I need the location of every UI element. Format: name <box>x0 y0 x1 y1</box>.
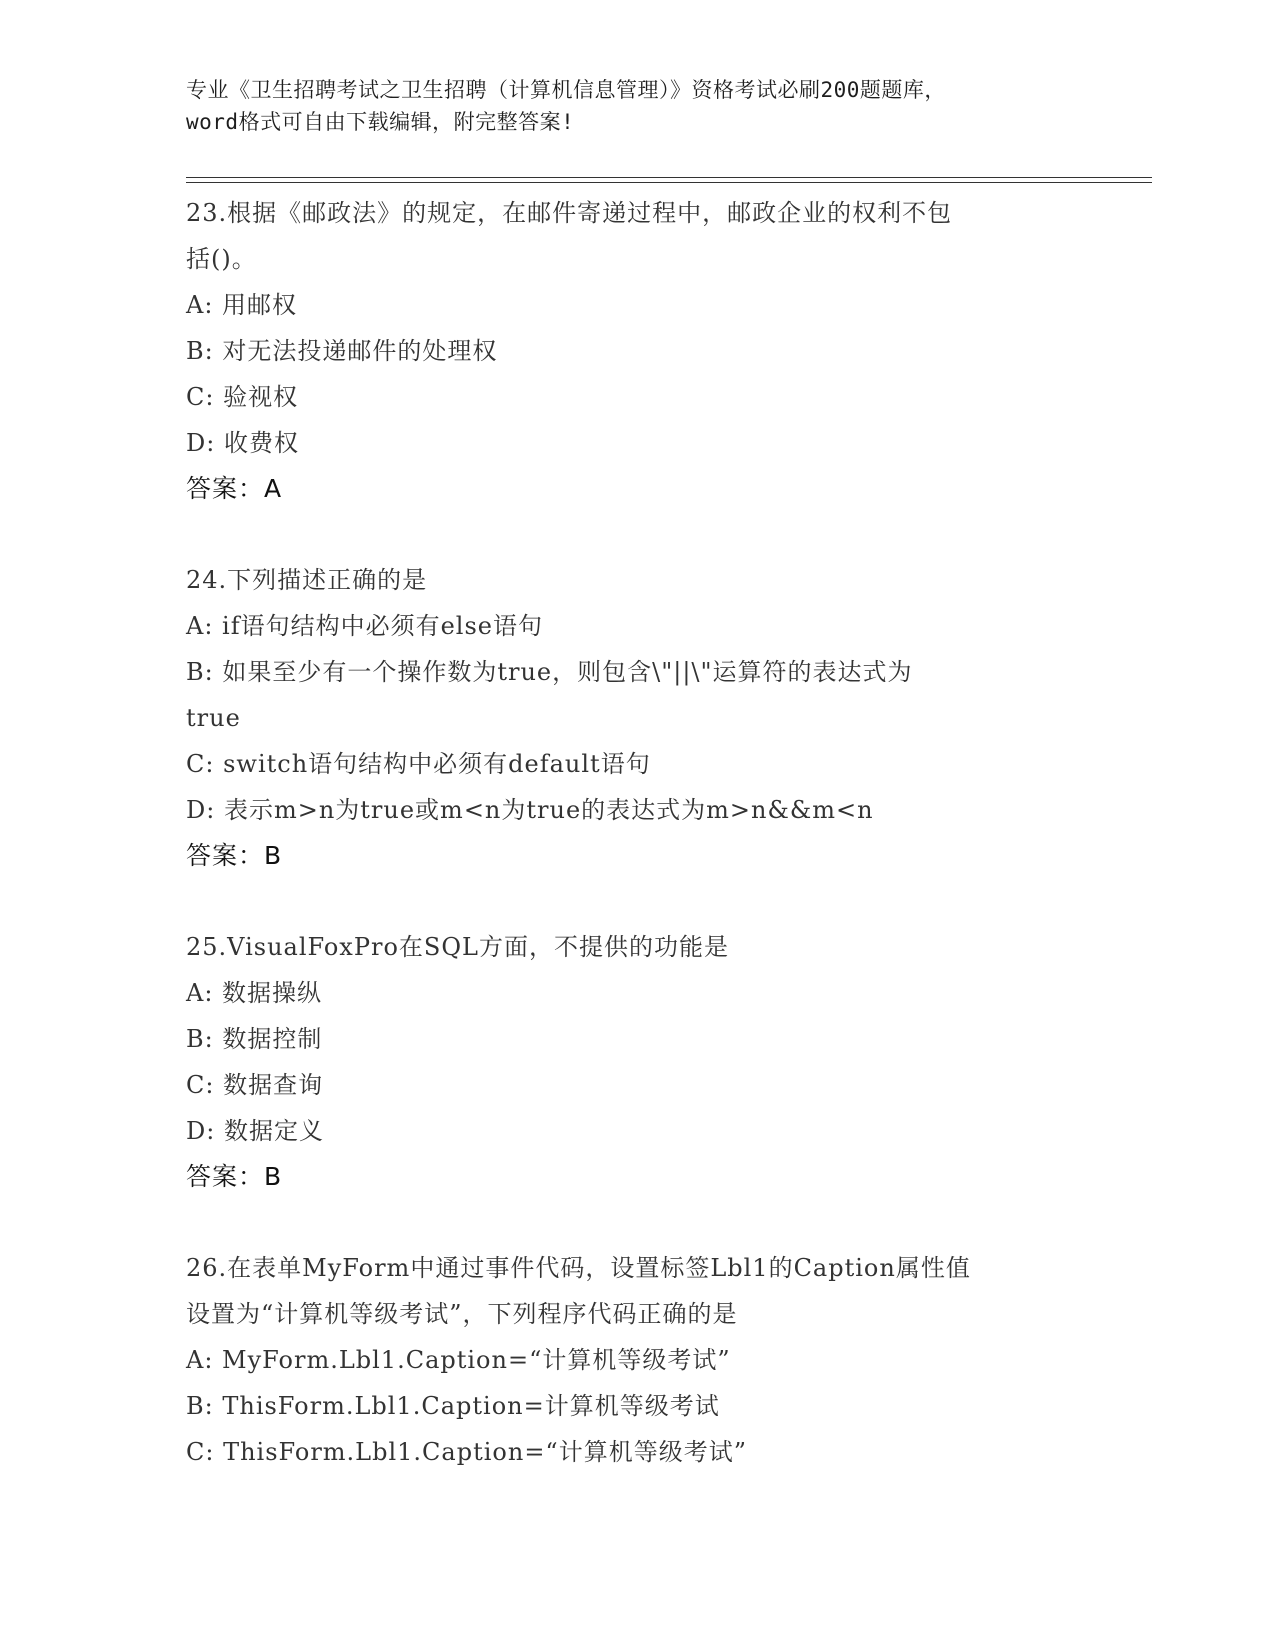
option-b: B: ThisForm.Lbl1.Caption=计算机等级考试 <box>186 1392 720 1420</box>
question-24 <box>186 557 1086 879</box>
answer-label: 答案：B <box>186 1162 283 1191</box>
option-c: C: switch语句结构中必须有default语句 <box>186 750 651 778</box>
question-list <box>186 190 1086 1475</box>
option-c: C: 验视权 <box>186 383 299 411</box>
question-stem: 23.根据《邮政法》的规定，在邮件寄递过程中，邮政企业的权利不包 <box>186 199 953 227</box>
document-header <box>186 74 1066 138</box>
answer-label: 答案：B <box>186 841 283 870</box>
option-b: B: 对无法投递邮件的处理权 <box>186 337 498 365</box>
question-spacer <box>186 512 1086 557</box>
question-stem: 24.下列描述正确的是 <box>186 566 428 594</box>
question-stem: 括()。 <box>186 245 257 273</box>
header-line-2: word格式可自由下载编辑，附完整答案! <box>186 110 575 134</box>
question-spacer <box>186 1200 1086 1245</box>
option-d: D: 数据定义 <box>186 1117 324 1145</box>
question-25 <box>186 924 1086 1200</box>
question-stem: 26.在表单MyForm中通过事件代码，设置标签Lbl1的Caption属性值 <box>186 1254 971 1282</box>
option-b-continued: true <box>186 704 241 732</box>
header-line-1: 专业《卫生招聘考试之卫生招聘（计算机信息管理）》资格考试必刷200题题库， <box>186 78 946 102</box>
option-a: A: if语句结构中必须有else语句 <box>186 612 544 640</box>
option-a: A: MyForm.Lbl1.Caption=“计算机等级考试” <box>186 1346 731 1374</box>
header-divider-bottom <box>186 182 1152 183</box>
header-divider-top <box>186 177 1152 178</box>
option-c: C: ThisForm.Lbl1.Caption=“计算机等级考试” <box>186 1438 747 1466</box>
question-26 <box>186 1245 1086 1475</box>
option-d: D: 表示m>n为true或m<n为true的表达式为m>n&&m<n <box>186 796 874 824</box>
answer-label: 答案：A <box>186 474 283 503</box>
question-stem: 设置为“计算机等级考试”，下列程序代码正确的是 <box>186 1300 738 1328</box>
question-spacer <box>186 879 1086 924</box>
option-d: D: 收费权 <box>186 429 299 457</box>
option-c: C: 数据查询 <box>186 1071 324 1099</box>
option-b: B: 数据控制 <box>186 1025 323 1053</box>
question-23 <box>186 190 1086 512</box>
option-a: A: 数据操纵 <box>186 979 323 1007</box>
question-stem: 25.VisualFoxPro在SQL方面，不提供的功能是 <box>186 933 729 961</box>
option-a: A: 用邮权 <box>186 291 298 319</box>
option-b: B: 如果至少有一个操作数为true，则包含\"||\"运算符的表达式为 <box>186 658 913 686</box>
